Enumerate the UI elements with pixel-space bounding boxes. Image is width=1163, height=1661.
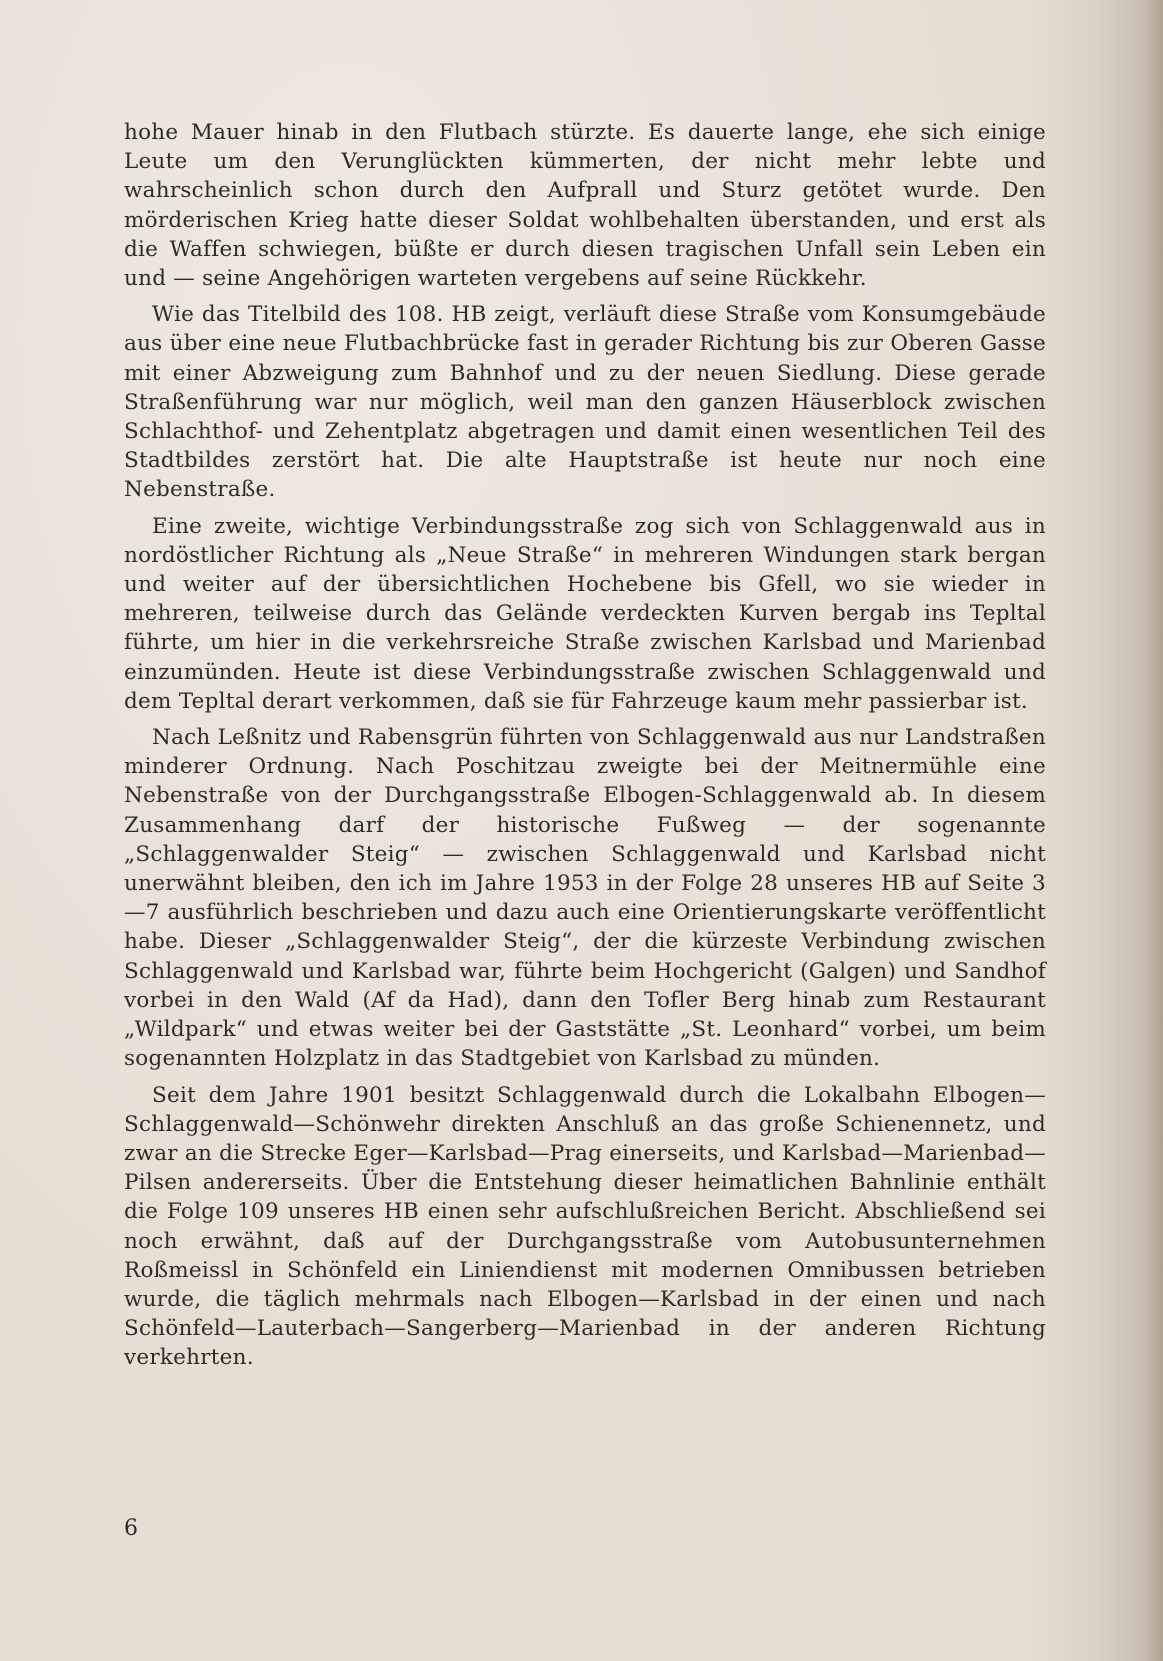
- paragraph-3: Eine zweite, wichtige Verbindungsstraße zog sich von Schlaggenwald aus in nordöstlicher Richtung als „Neue Straße“ in mehreren Windungen stark bergan und weiter auf der übersichtlichen Hochebene bis Gfell, wo sie wieder in mehreren, teilweise durch das Gelände verdeckten Kurven bergab ins Tepltal führte, um hier in die verkehrsreiche Straße zwischen Karlsbad und Marienbad einzumünden. Heute ist diese Verbindungsstraße zwischen Schlaggenwald und dem Tepltal derart verkommen, daß sie für Fahrzeuge kaum mehr passierbar ist.: [124, 513, 1046, 714]
- page-number: 6: [124, 1516, 138, 1541]
- paragraph-4: Nach Leßnitz und Rabensgrün führten von Schlaggenwald aus nur Landstraßen minderer Ordnung. Nach Poschitzau zweigte bei der Meitnermühle eine Nebenstraße von der Durchgangsstraße Elbogen-Schlaggenwald ab. In diesem Zusammenhang darf der historische Fußweg — der sogenannte „Schlaggenwalder Steig“ — zwischen Schlaggenwald und Karlsbad nicht unerwähnt bleiben, den ich im Jahre 1953 in der Folge 28 unseres HB auf Seite 3—7 ausführlich beschrieben und dazu auch eine Orientierungskarte veröffentlicht habe. Dieser „Schlaggenwalder Steig“, der die kürzeste Verbindung zwischen Schlaggenwald und Karlsbad war, führte beim Hochgericht (Galgen) und Sandhof vorbei in den Wald (Af da Had), dann den Tofler Berg hinab zum Restaurant „Wildpark“ und etwas weiter bei der Gaststätte „St. Leonhard“ vorbei, um beim sogenannten Holzplatz in das Stadtgebiet von Karlsbad zu münden.: [124, 725, 1046, 1072]
- paragraph-2: Wie das Titelbild des 108. HB zeigt, verläuft diese Straße vom Konsumgebäude aus über eine neue Flutbachbrücke fast in gerader Richtung bis zur Oberen Gasse mit einer Abzweigung zum Bahnhof und zu der neuen Siedlung. Diese gerade Straßenführung war nur möglich, weil man den ganzen Häuserblock zwischen Schlachthof- und Zehentplatz abgetragen und damit einen wesentlichen Teil des Stadtbildes zerstört hat. Die alte Hauptstraße ist heute nur noch eine Nebenstraße.: [124, 302, 1046, 503]
- body-text: [124, 118, 1046, 1380]
- paragraph-5: Seit dem Jahre 1901 besitzt Schlaggenwald durch die Lokalbahn Elbogen—Schlaggenwald—Schönwehr direkten Anschluß an das große Schienennetz, und zwar an die Strecke Eger—Karlsbad—Prag einerseits, und Karlsbad—Marienbad—Pilsen andererseits. Über die Entstehung dieser heimatlichen Bahnlinie enthält die Folge 109 unseres HB einen sehr aufschlußreichen Bericht. Abschließend sei noch erwähnt, daß auf der Durchgangsstraße vom Autobusunternehmen Roßmeissl in Schönfeld ein Liniendienst mit modernen Omnibussen betrieben wurde, die täglich mehrmals nach Elbogen—Karlsbad in der einen und nach Schönfeld—Lauterbach—Sangerberg—Marienbad in der anderen Richtung verkehrten.: [124, 1082, 1046, 1371]
- paragraph-1: hohe Mauer hinab in den Flutbach stürzte. Es dauerte lange, ehe sich einige Leute um den Verunglückten kümmerten, der nicht mehr lebte und wahrscheinlich schon durch den Aufprall und Sturz getötet wurde. Den mörderischen Krieg hatte dieser Soldat wohlbehalten überstanden, und erst als die Waffen schwiegen, büßte er durch diesen tragischen Unfall sein Leben ein und — seine Angehörigen warteten vergebens auf seine Rückkehr.: [124, 120, 1046, 292]
